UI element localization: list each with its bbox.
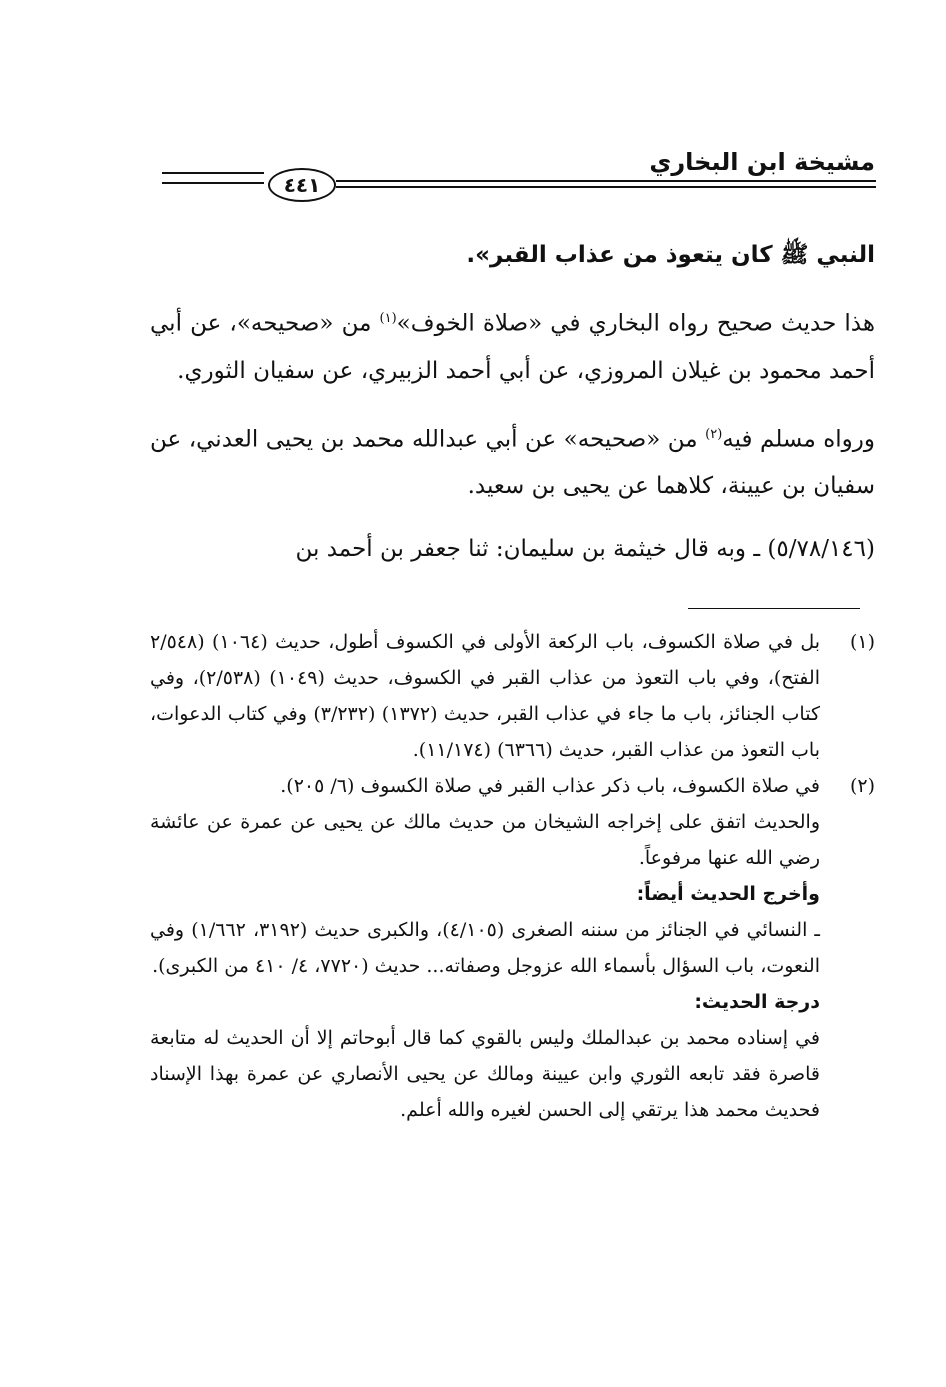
paragraph-next-hadith: (٥/٧٨/١٤٦) ـ وبه قال خيثمة بن سليمان: ثنا جعفر بن أحمد بن bbox=[295, 536, 875, 563]
footnote-number: (٢) bbox=[849, 775, 875, 797]
footnote-ref-1[interactable]: (١) bbox=[379, 311, 397, 326]
header-rule-left bbox=[162, 172, 264, 174]
main-text bbox=[150, 232, 875, 589]
footnote-number: (١) bbox=[849, 631, 875, 653]
paragraph-hadith-end: النبي ﷺ كان يتعوذ من عذاب القبر». bbox=[466, 242, 875, 268]
footnote-1 bbox=[150, 624, 875, 768]
footnote-2 bbox=[150, 768, 875, 1128]
footnote-line: في صلاة الكسوف، باب ذكر عذاب القبر في صلاة الكسوف (٦/ ٢٠٥). bbox=[280, 775, 820, 797]
footnote-line: ـ النسائي في الجنائز من سننه الصغرى (٤/١٠٥)، والكبرى حديث (٣١٩٢، ١/٦٦٢) وفي النعوت، باب السؤال بأسماء الله عزوجل وصفاته... حديث (٧٧٢٠، ٤/ ٤١٠ من الكبرى). bbox=[150, 919, 821, 977]
footnote-ref-2[interactable]: (٢) bbox=[705, 426, 723, 442]
header-rule-left-2 bbox=[162, 182, 264, 184]
header-rule-right bbox=[336, 180, 876, 182]
footnote-subheading: وأخرج الحديث أيضاً: bbox=[636, 883, 820, 905]
footnotes bbox=[150, 624, 875, 1128]
footnote-text: بل في صلاة الكسوف، باب الركعة الأولى في الكسوف أطول، حديث (١٠٦٤) (٢/٥٤٨ الفتح)، وفي باب التعوذ من عذاب القبر في الكسوف، حديث (١٠٤٩) (٢/٥٣٨)، وفي كتاب الجنائز، باب ما جاء في عذاب القبر، حديث (١٣٧٢) (٣/٢٣٢) وفي كتاب الدعوات، باب التعوذ من عذاب القبر، حديث (٦٣٦٦) (١١/١٧٤). bbox=[150, 631, 821, 761]
book-title: مشيخة ابن البخاري bbox=[649, 148, 875, 176]
footnote-subheading: درجة الحديث: bbox=[694, 991, 820, 1013]
paragraph-bukhari: هذا حديث صحيح رواه البخاري في «صلاة الخوف»$^{(١)}$ من «صحيحه»، عن أبي أحمد محمود بن غيلان المروزي، عن أبي أحمد الزبيري، عن سفيان الثوري. bbox=[150, 310, 875, 384]
page-number: ٤٤١ bbox=[268, 168, 336, 202]
footnote-line: في إسناده محمد بن عبدالملك وليس بالقوي كما قال أبوحاتم إلا أن الحديث له متابعة قاصرة فقد تابعه الثوري وابن عيينة ومالك عن يحيى الأنصاري عن عمرة بهذا الإسناد فحديث محمد هذا يرتقي إلى الحسن لغيره والله أعلم. bbox=[150, 1027, 820, 1121]
header-rule-right-2 bbox=[336, 186, 876, 188]
footnote-line: والحديث اتفق على إخراجه الشيخان من حديث مالك عن يحيى عن عمرة عن عائشة رضي الله عنها مرفوعاً. bbox=[150, 811, 820, 869]
paragraph-muslim: ورواه مسلم فيه$^{(٢)}$ من «صحيحه» عن أبي عبدالله محمد بن يحيى العدني، عن سفيان بن عيينة، كلاهما عن يحيى بن سعيد. bbox=[150, 426, 876, 500]
footnote-separator bbox=[688, 608, 860, 609]
page-header bbox=[160, 148, 875, 208]
